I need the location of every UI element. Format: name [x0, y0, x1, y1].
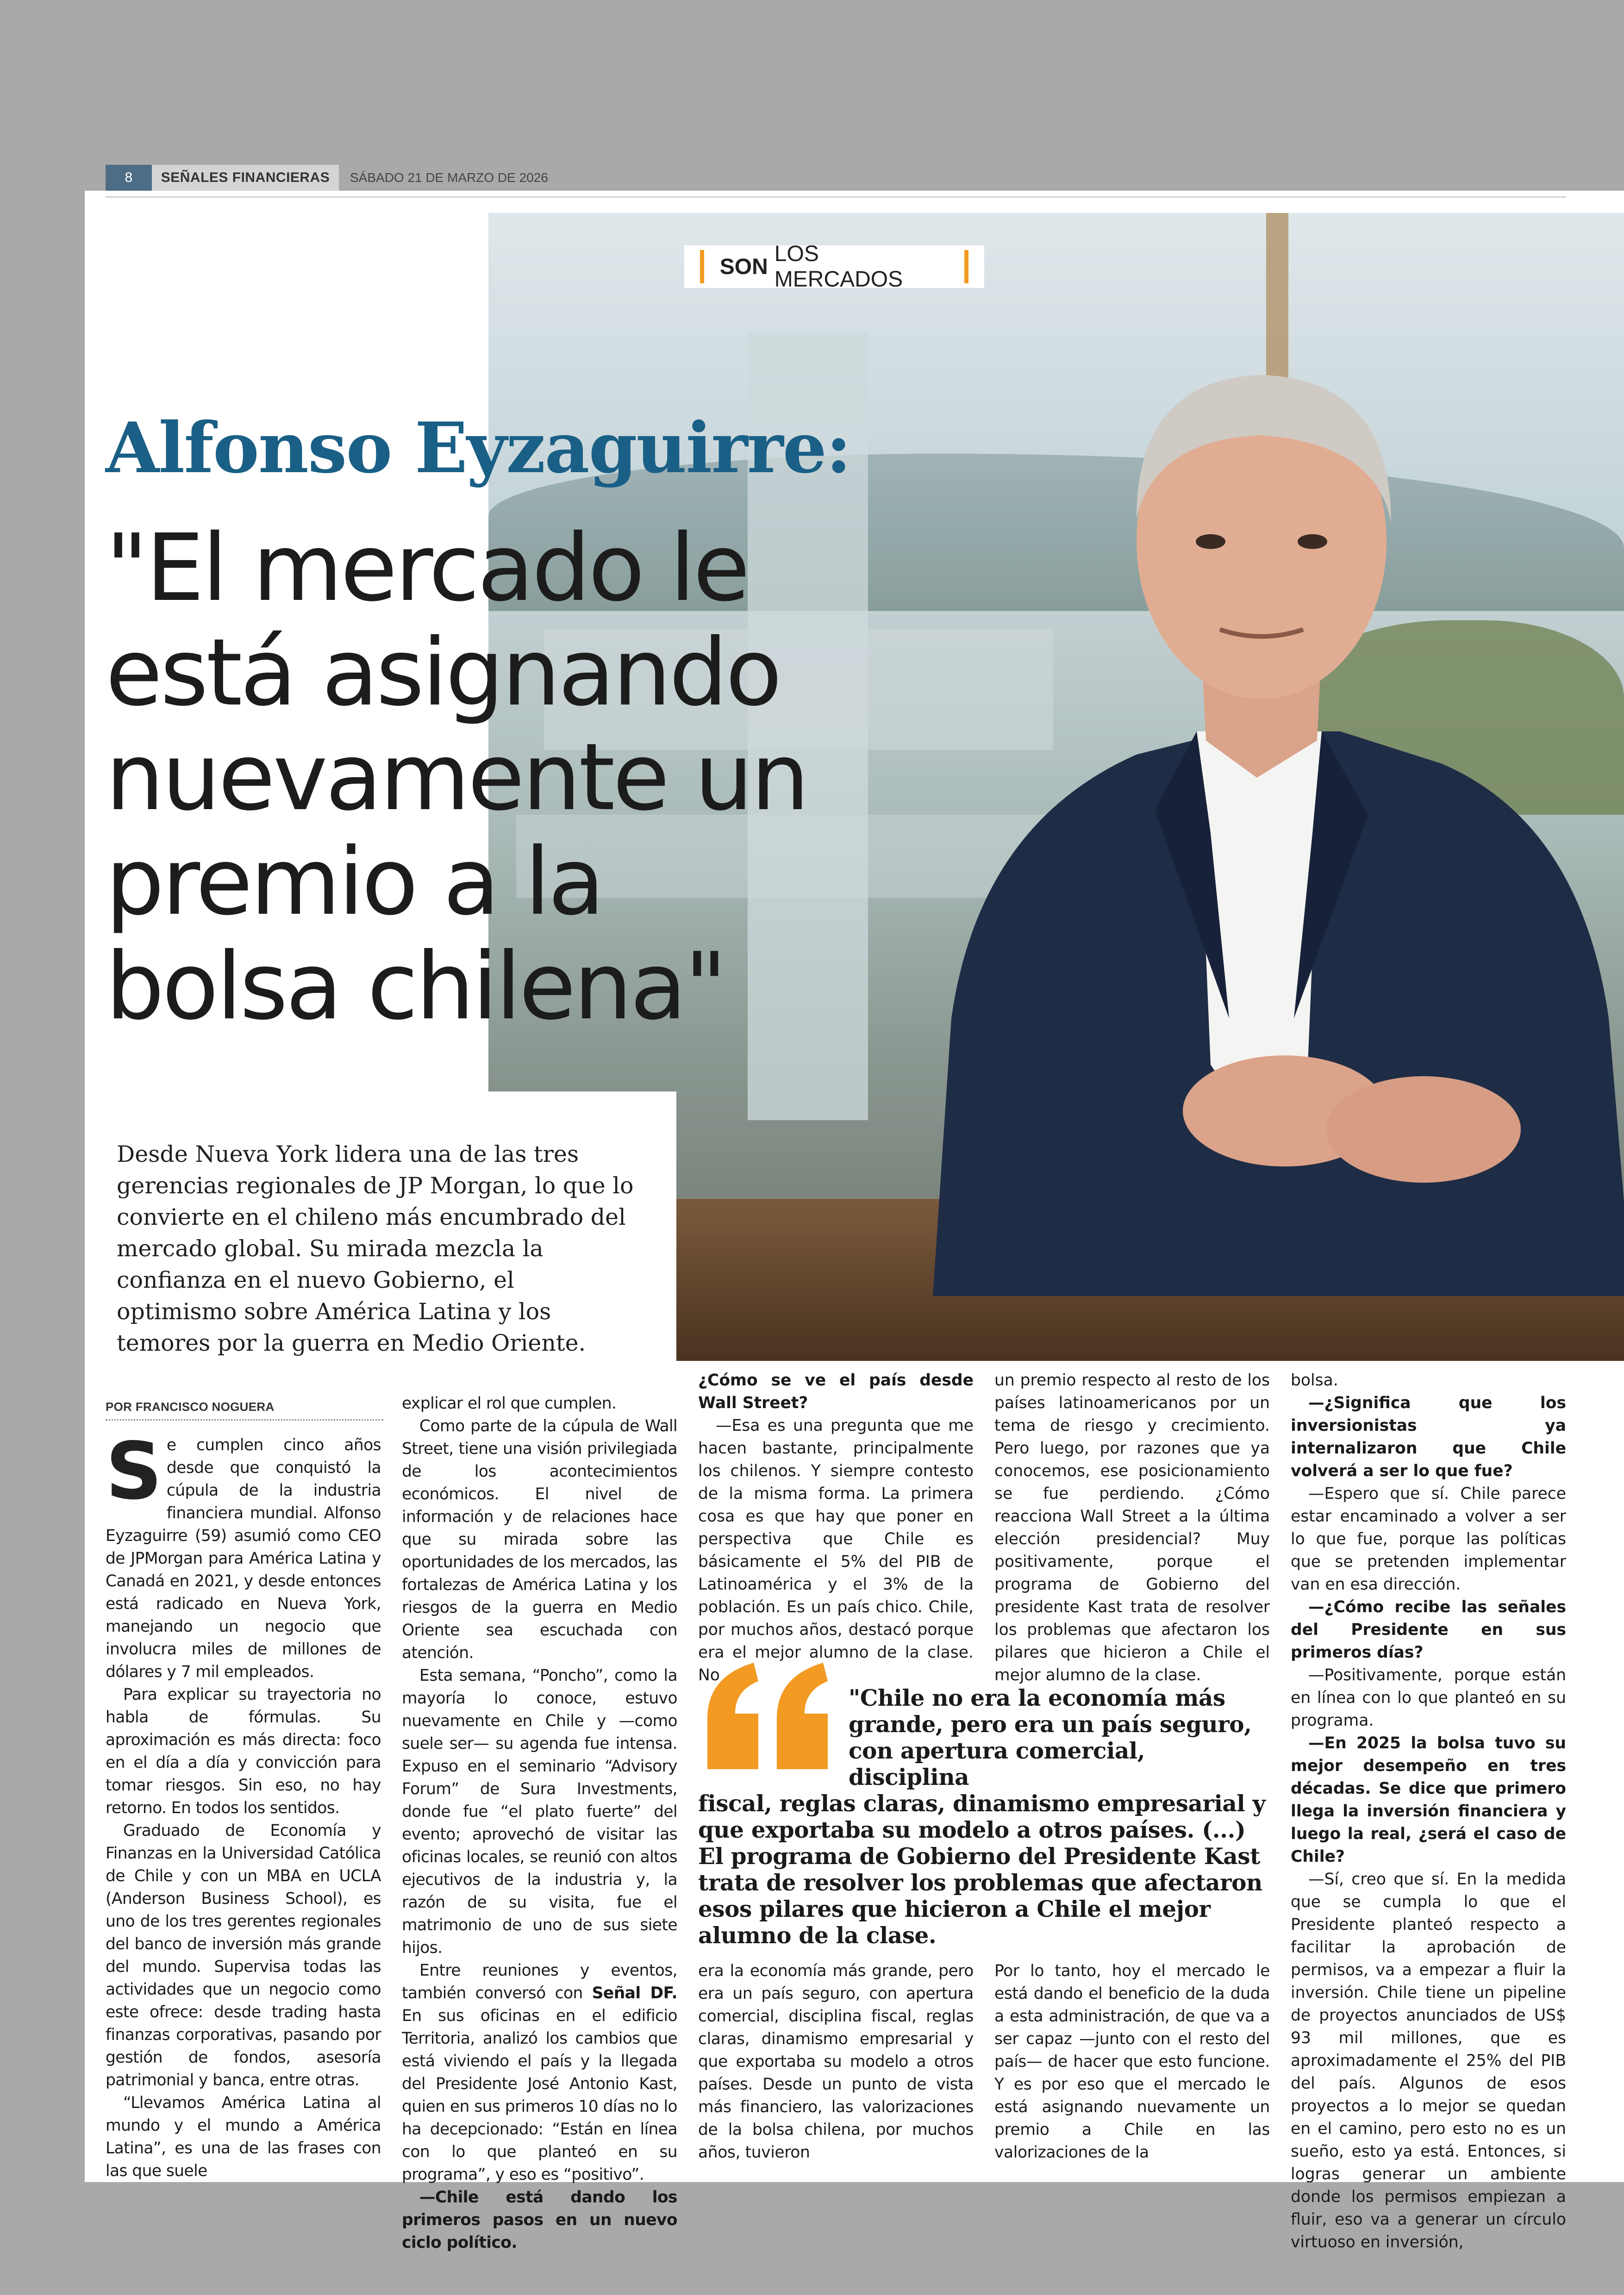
interview-answer: —Positivamente, porque están en línea con lo que planteó en su programa. — [1291, 1666, 1566, 1730]
interview-question: —Chile está dando los primeros pasos en un nuevo ciclo político. — [402, 2188, 677, 2252]
body-column-5 — [1291, 1369, 1566, 2254]
interview-answer: —Sí, creo que sí. En la medida que se cumpla lo que el Presidente planteó respecto a facilitar la aprobación de permisos, va a empezar a fluir la inversión. Chile tiene un pipeline de proyectos anunciados de US$ 93 mil millones, que es aproximadamente el 25% del PIB del país. Algunos de esos proyectos a lo mejor se quedan en el camino, pero esto no es un sueño, esto ya está. Entonces, si logras generar un ambiente donde los permisos empiezan a fluir, eso va a generar un círculo virtuoso en inversión, — [1291, 1870, 1566, 2251]
paragraph-text: En sus oficinas en el edificio Territoria, analizó los cambios que está viviendo el país y la llegada del Presidente José Antonio Kast, quien en sus primeros 10 días no lo ha decepcionado: “Están en línea con lo que planteó en su programa”, y eso es “positivo”. — [402, 2007, 677, 2184]
interview-question: —¿Cómo recibe las señales del Presidente en sus primeros días? — [1291, 1598, 1566, 1662]
pull-quote-text: fiscal, reglas claras, dinamismo empresarial y que exportaba su modelo a otros países. (...) El programa de Gobierno del Presidente Kast trata de resolver los problemas que afectaron esos pilares que hicieron a Chile el mejor alumno de la clase. — [698, 1790, 1266, 1949]
body-column-4-bottom — [994, 1960, 1270, 2164]
body-column-2 — [402, 1392, 677, 2254]
pull-quote-line: con apertura comercial, disciplina — [849, 1738, 1145, 1790]
paragraph — [106, 1426, 381, 1684]
interview-question: —¿Significa que los inversionistas ya internalizaron que Chile volverá a ser lo que fue? — [1291, 1394, 1566, 1480]
paragraph: un premio respecto al resto de los países latinoamericanos por un tema de riesgo y crecimiento. Pero luego, por razones que ya conocemos, ese posicionamiento se fue perdiendo. ¿Cómo reacciona Wall Street a la última elección presidencial? Muy positivamente, porque el programa de Gobierno del presidente Kast trata de resolver los problemas que afectaron los pilares que hicieron a Chile el mejor alumno de la clase. — [994, 1371, 1270, 1684]
paragraph: Como parte de la cúpula de Wall Street, tiene una visión privilegiada de los acontecimientos económicos. El nivel de información y de relaciones hace que su mirada sobre las oportunidades de los mercados, las fortalezas de América Latina y los riesgos de la guerra en Medio Oriente sea escuchada con atención. — [402, 1417, 677, 1662]
man-figure — [877, 324, 1624, 1296]
byline: POR FRANCISCO NOGUERA — [106, 1400, 275, 1414]
pull-quote-line: grande, pero era un país seguro, — [849, 1711, 1252, 1738]
body-column-1 — [106, 1426, 381, 2183]
interview-answer: —Esa es una pregunta que me hacen bastante, principalmente los chilenos. Y siempre contesto de la misma forma. La primera cosa es que hay que poner en perspectiva que Chile es básicamente el 5% del PIB de Latinoamérica y el 3% de la población. Es un país chico. Chile, por muchos años, destacó porque era el mejor alumno de la clase. No — [698, 1416, 974, 1684]
header-rule — [106, 196, 1566, 198]
interview-answer: —Espero que sí. Chile parece estar encaminado a volver a ser lo que fue, porque las políticas que se pretenden implementar van en esa dirección. — [1291, 1484, 1566, 1594]
kicker-regular: LOS MERCADOS — [774, 242, 903, 292]
page-number: 8 — [106, 165, 152, 191]
paragraph: Graduado de Economía y Finanzas en la Universidad Católica de Chile y con un MBA en UCLA (Anderson Business School), es uno de los tres gerentes regionales del banco de inversión más grande del mundo. Supervisa todas las actividades que un negocio como este ofrece: desde trading hasta finanzas corporativas, pasando por gestión de fondos, asesoría patrimonial y banca, entre otras. — [106, 1821, 381, 2089]
drop-cap: S — [106, 1426, 162, 1517]
interview-question: —En 2025 la bolsa tuvo su mejor desempeño en tres décadas. Se dice que primero llega la inversión financiera y luego la real, ¿será el caso de Chile? — [1291, 1734, 1566, 1866]
paragraph: era la economía más grande, pero era un país seguro, con apertura comercial, disciplina fiscal, reglas claras, dinamismo empresarial y que exportaba su modelo a otros países. Desde un punto de vista más financiero, las valorizaciones de la bolsa chilena, por muchos años, tuvieron — [698, 1962, 974, 2162]
paragraph — [402, 1959, 677, 2186]
publication-name: Señal DF. — [592, 1984, 677, 2002]
section-name: SEÑALES FINANCIERAS — [152, 165, 339, 191]
paragraph — [402, 2186, 677, 2254]
issue-date: SÁBADO 21 DE MARZO DE 2026 — [350, 170, 548, 185]
paragraph-text: Entre reuniones y eventos, también conversó con — [402, 1961, 677, 2002]
paragraph-text: e cumplen cinco años desde que conquistó la cúpula de la industria financiera mundial. Alfonso Eyzaguirre (59) asumió como CEO de JPMorgan para América Latina y Canadá en 2021, y desde entonces está radicado en Nueva York, manejando un negocio que involucra miles de millones de dólares y 7 mil empleados. — [106, 1436, 381, 1681]
paragraph: Por lo tanto, hoy el mercado le está dando el beneficio de la duda a esta administración, de que va a ser capaz —junto con el resto del país— de hacer que esto funcione. Y es por eso que el mercado le está asignando nuevamente un premio a Chile en las valorizaciones de la — [994, 1962, 1270, 2162]
byline-rule — [106, 1419, 383, 1421]
paragraph: Esta semana, “Poncho”, como la mayoría lo conoce, estuvo nuevamente en Chile y —como suele ser— su agenda fue intensa. Expuso en el seminario “Advisory Forum” de Sura Investments, donde fue “el plato fuerte” del evento; aprovechó de visitar las oficinas locales, se reunió con altos ejecutivos de la industria y, la razón de su visita, fue el matrimonio de uno de sus siete hijos. — [402, 1666, 677, 1957]
headline-name: Alfonso Eyzaguirre: — [106, 407, 851, 489]
article-deck: Desde Nueva York lidera una de las tres gerencias regionales de JP Morgan, lo que lo convierte en el chileno más encumbrado del mercado global. Su mirada mezcla la confianza en el nuevo Gobierno, el optimismo sobre América Latina y los temores por la guerra en Medio Oriente. — [117, 1141, 634, 1356]
kicker-bold: SON — [719, 254, 768, 279]
body-column-3-top — [698, 1369, 974, 1687]
section-kicker — [684, 242, 984, 292]
paragraph: explicar el rol que cumplen. — [402, 1394, 617, 1413]
body-column-4-top — [994, 1369, 1270, 1687]
headline-quote: "El mercado le está asignando nuevamente un premio a la bolsa chilena" — [106, 514, 807, 1041]
kicker-bar-left — [700, 250, 704, 283]
paragraph: bolsa. — [1291, 1371, 1338, 1390]
paragraph: Para explicar su trayectoria no habla de fórmulas. Su aproximación es más directa: foco en el día a día y convicción para tomar riesgos. Sin eso, no hay retorno. En todos los sentidos. — [106, 1685, 381, 1817]
kicker-bar-right — [964, 250, 968, 283]
interview-question: ¿Cómo se ve el país desde Wall Street? — [698, 1371, 974, 1412]
pull-quote — [698, 1685, 1268, 1949]
body-column-3-bottom — [698, 1960, 974, 2164]
pull-quote-line: "Chile no era la economía más — [849, 1685, 1225, 1711]
paragraph: “Llevamos América Latina al mundo y el mundo a América Latina”, es una de las frases con las que suele — [106, 2094, 381, 2180]
